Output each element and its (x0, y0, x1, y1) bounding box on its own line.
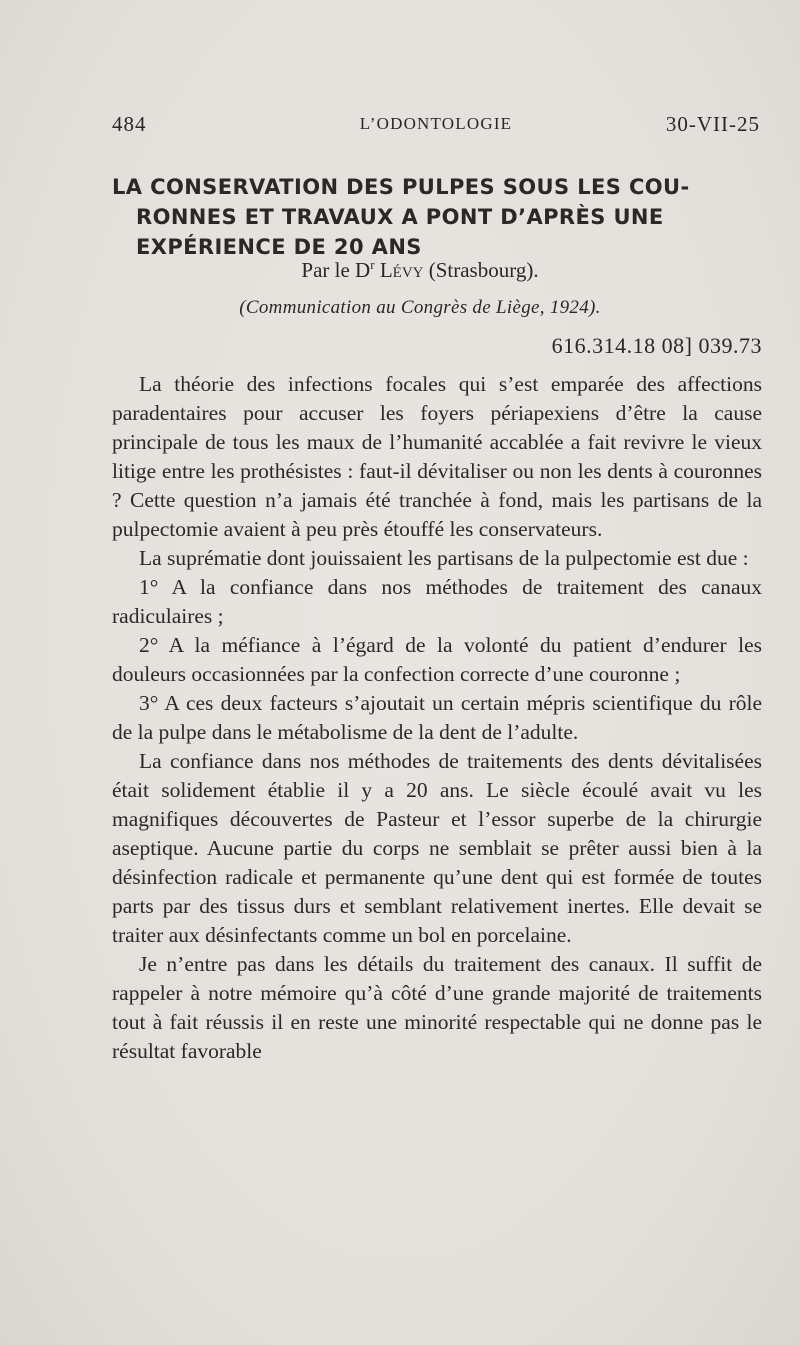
paragraph: La confiance dans nos méthodes de traitements des dents dévitalisées était solidement établie il y a 20 ans. Le siècle écoulé avait vu les magnifiques découvertes de Pasteur et l’essor superbe de la chirurgie aseptique. Aucune partie du corps ne semblait se prêter aussi bien à la désinfection radicale et permanente qu’une dent qui est formée de toutes parts par des tissus durs et semblant relativement inertes. Elle devait se traiter aux désinfectants comme un bol en porcelaine. (112, 749, 762, 947)
paragraph: La suprématie dont jouissaient les partisans de la pulpectomie est due : (139, 546, 749, 570)
communication-note: (Communication au Congrès de Liège, 1924). (239, 297, 601, 318)
page-number: 484 (112, 112, 147, 136)
classification-code: 616.314.18 08] 039.73 (551, 333, 762, 358)
title-line-2: RONNES ET TRAVAUX A PONT D’APRÈS UNE (136, 205, 664, 229)
journal-title: L’ODONTOLOGIE (359, 114, 513, 133)
author-name: Lévy (379, 258, 424, 282)
paragraph: 1° A la confiance dans nos méthodes de traitement des canaux radiculaires ; (112, 575, 762, 628)
title-line-3: EXPÉRIENCE DE 20 ANS (136, 235, 422, 259)
running-header (112, 112, 760, 142)
paragraph: La théorie des infections focales qui s’est emparée des affections paradentaires pour accuser les foyers périapexiens d’être la cause principale de tous les maux de l’humanité accablée a fait revivre le vieux litige entre les prothésistes : faut-il dévitaliser ou non les dents à couronnes ? Cette question n’a jamais été tranchée à fond, mais les partisans de la pulpectomie avaient à peu près étouffé les conservateurs. (112, 372, 762, 541)
issue-date: 30-VII-25 (665, 112, 760, 136)
title-line-1: LA CONSERVATION DES PULPES SOUS LES COU- (112, 175, 690, 199)
paragraph: Je n’entre pas dans les détails du traitement des canaux. Il suffit de rappeler à notre mémoire qu’à côté d’une grande majorité de traitements tout à fait réussis il en reste une minorité respectable qui ne donne pas le résultat favorable (112, 952, 762, 1063)
byline (0, 257, 800, 283)
paragraph: 2° A la méfiance à l’égard de la volonté du patient d’endurer les douleurs occasionnées par la confection correcte d’une couronne ; (112, 633, 762, 686)
article-body (112, 370, 762, 1066)
byline-sup: r (370, 257, 375, 272)
article-title (112, 172, 762, 262)
paragraph: 3° A ces deux facteurs s’ajoutait un certain mépris scientifique du rôle de la pulpe dans le métabolisme de la dent de l’adulte. (112, 691, 762, 744)
byline-prefix: Par le D (301, 258, 371, 282)
byline-suffix: (Strasbourg). (428, 258, 539, 282)
